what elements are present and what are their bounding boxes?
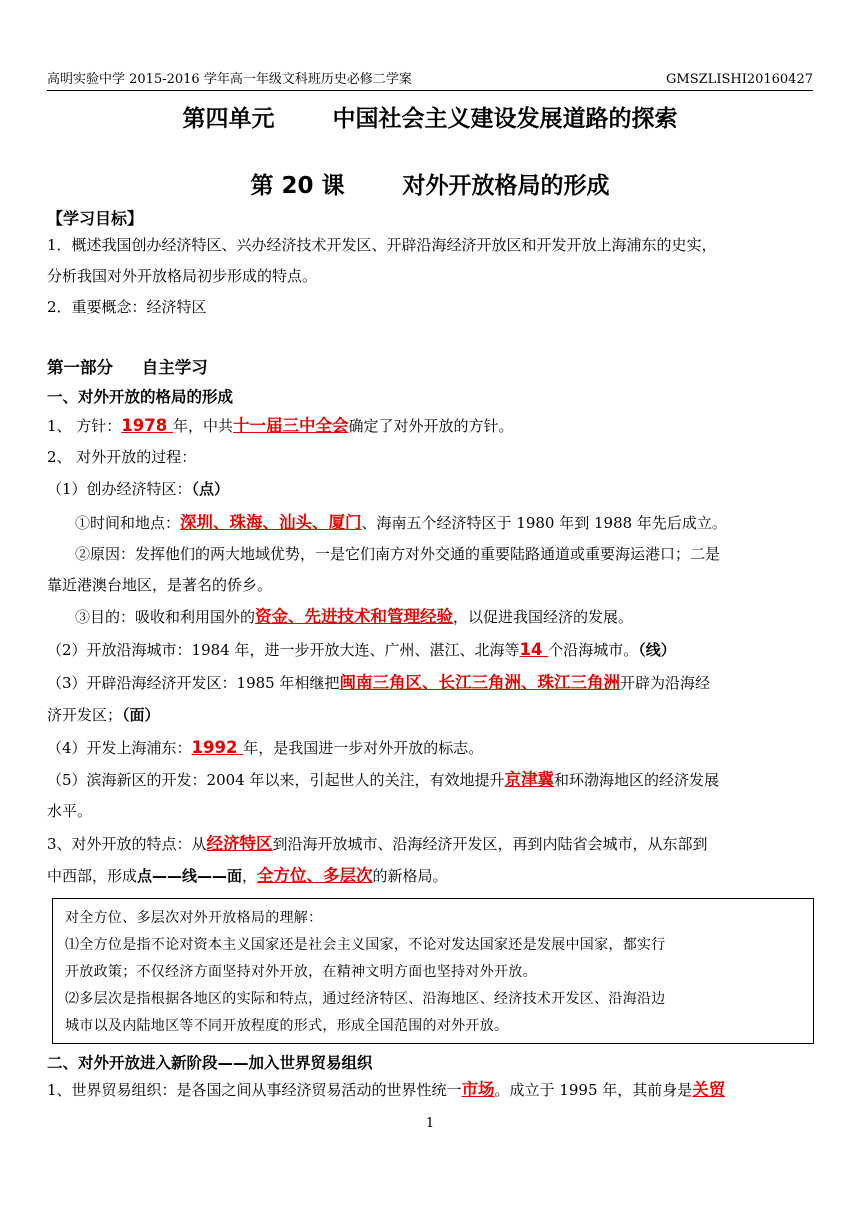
features-line-2 — [47, 867, 815, 885]
text: ， — [242, 867, 258, 885]
page-header — [47, 72, 813, 88]
wto-line — [47, 1081, 815, 1099]
objective-line-1: 1．概述我国创办经济特区、兴办经济技术开发区、开辟沿海经济开放区和开发开放上海浦东的史实， — [47, 236, 717, 254]
text: 3、对外开放的特点：从 — [47, 835, 207, 853]
unit-title — [0, 104, 860, 134]
header-right: GMSZLISHI20160427 — [666, 72, 813, 87]
text: 开辟为沿海经 — [620, 674, 711, 692]
policy-line — [47, 417, 815, 435]
lesson-title — [0, 171, 860, 201]
coastal-cities-line — [47, 641, 815, 659]
answer-1978: 1978 — [121, 416, 173, 435]
text: 和环渤海地区的经济发展 — [554, 771, 720, 789]
answer-market: 市场 — [461, 1080, 495, 1099]
unit-number: 第四单元 — [182, 106, 275, 132]
answer-sez: 经济特区 — [206, 834, 273, 853]
lesson-number: 第 20 课 — [250, 173, 345, 199]
text: 1、世界贸易组织：是各国之间从事经济贸易活动的世界性统一 — [47, 1081, 462, 1099]
section-2-heading: 二、对外开放进入新阶段——加入世界贸易组织 — [47, 1054, 373, 1072]
features-line-1 — [47, 835, 815, 853]
text: 、海南五个经济特区于 1980 年到 1988 年先后成立。 — [361, 514, 727, 532]
coastal-zone-line-1 — [47, 674, 815, 692]
text: （3）开辟沿海经济开发区：1985 年相继把 — [47, 674, 340, 692]
answer-capital: 资金、先进技术和管理经验 — [255, 607, 454, 626]
box-line-4: ⑵多层次是指根据各地区的实际和特点，通过经济特区、沿海地区、经济技术开发区、沿海沿边 — [65, 991, 666, 1007]
lesson-name: 对外开放格局的形成 — [402, 173, 610, 199]
point-line-area: 点——线——面 — [137, 867, 243, 885]
process-line: 2、 对外开放的过程： — [47, 448, 197, 466]
text: 中西部，形成 — [47, 867, 138, 885]
answer-deltas: 闽南三角区、长江三角洲、珠江三角洲 — [339, 673, 620, 692]
part-name: 自主学习 — [141, 358, 208, 377]
box-line-1: 对全方位、多层次对外开放格局的理解： — [65, 910, 323, 926]
answer-jingjinji: 京津冀 — [504, 770, 554, 789]
unit-name: 中国社会主义建设发展道路的探索 — [332, 106, 678, 132]
part-label: 第一部分 — [47, 358, 113, 377]
answer-1992: 1992 — [191, 738, 244, 757]
answer-plenum: 十一届三中全会 — [233, 416, 349, 435]
header-rule — [47, 90, 813, 91]
text: （4）开发上海浦东： — [47, 739, 192, 757]
reason-line-2: 靠近港澳台地区，是著名的侨乡。 — [47, 576, 273, 594]
line-label: （线） — [638, 641, 676, 659]
text: 个沿海城市。 — [548, 641, 639, 659]
text: 年，是我国进一步对外开放的标志。 — [243, 739, 484, 757]
pudong-line — [47, 739, 815, 757]
binhai-line-1 — [47, 771, 815, 789]
answer-cities: 深圳、珠海、汕头、厦门 — [180, 513, 362, 532]
answer-gatt: 关贸 — [692, 1080, 726, 1099]
text: 1、 方针： — [47, 417, 122, 435]
time-place-line — [75, 514, 843, 532]
text: （1）创办经济特区： — [47, 480, 192, 498]
text: 确定了对外开放的方针。 — [348, 417, 514, 435]
part-heading — [47, 354, 208, 378]
box-line-2: ⑴全方位是指不论对资本主义国家还是社会主义国家，不论对发达国家还是发展中国家，都实行 — [65, 937, 666, 953]
objective-line-3: 2．重要概念：经济特区 — [47, 298, 207, 316]
text: 。成立于 1995 年，其前身是 — [494, 1081, 693, 1099]
reason-line-1: ②原因：发挥他们的两大地域优势，一是它们南方对外交通的重要陆路通道或重要海运港口；二是 — [75, 545, 721, 563]
page-number: 1 — [425, 1116, 435, 1131]
text: （2）开放沿海城市：1984 年，进一步开放大连、广州、湛江、北海等 — [47, 641, 520, 659]
box-line-5: 城市以及内陆地区等不同开放程度的形式，形成全国范围的对外开放。 — [65, 1018, 509, 1034]
objective-line-2: 分析我国对外开放格局初步形成的特点。 — [47, 267, 318, 285]
area-label: （面） — [122, 706, 160, 724]
binhai-line-2: 水平。 — [47, 802, 93, 820]
objectives-heading: 【学习目标】 — [47, 209, 144, 228]
text: 济开发区； — [47, 706, 123, 724]
section-1-heading: 一、对外开放的格局的形成 — [47, 388, 234, 406]
header-left: 高明实验中学 2015-2016 学年高一年级文科班历史必修二学案 — [47, 72, 412, 87]
text: ①时间和地点： — [75, 514, 181, 532]
text: 到沿海开放城市、沿海经济开发区，再到内陆省会城市，从东部到 — [272, 835, 708, 853]
coastal-zone-line-2 — [47, 706, 815, 724]
text: ，以促进我国经济的发展。 — [453, 608, 634, 626]
text: 的新格局。 — [372, 867, 448, 885]
answer-14: 14 — [519, 640, 549, 659]
purpose-line — [75, 608, 843, 626]
text: ③目的：吸收和利用国外的 — [75, 608, 256, 626]
sez-line — [47, 480, 815, 498]
answer-all-round: 全方位、多层次 — [257, 866, 373, 885]
box-line-3: 开放政策；不仅经济方面坚持对外开放，在精神文明方面也坚持对外开放。 — [65, 964, 537, 980]
text: 年，中共 — [172, 417, 233, 435]
text: （5）滨海新区的开发：2004 年以来，引起世人的关注，有效地提升 — [47, 771, 505, 789]
point-label: （点） — [191, 480, 230, 498]
explanation-box — [52, 898, 814, 1044]
